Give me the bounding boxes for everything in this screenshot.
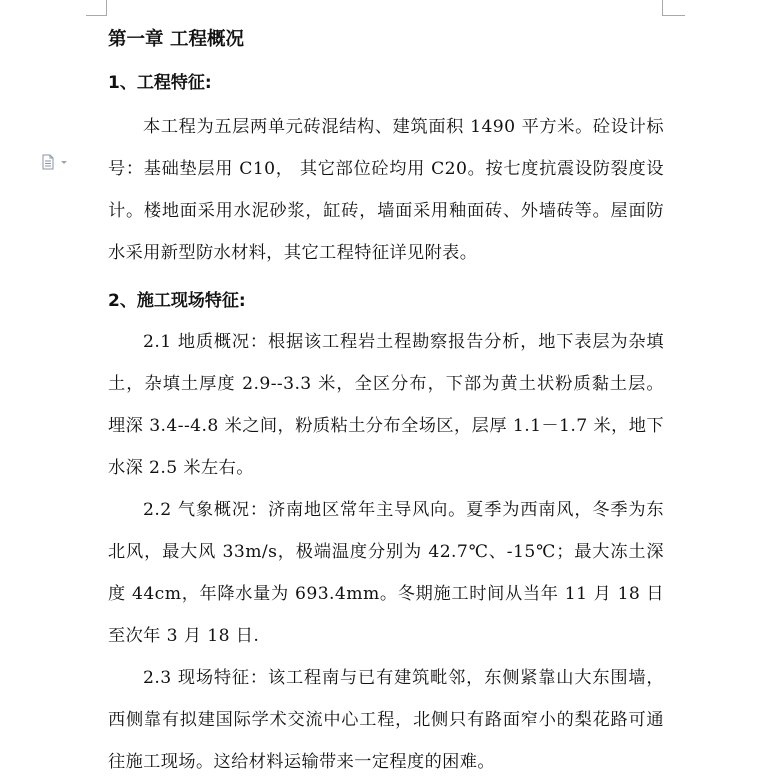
geology-paragraph: 2.1 地质概况：根据该工程岩土程勘察报告分析，地下表层为杂填土，杂填土厚度 2.9--3.3 米，全区分布，下部为黄土状粉质黏土层。埋深 3.4--4.8 米之间，粉质粘土分布全场区，层厚 1.1－1.7 米，地下水深 2.5 米左右。 (108, 332, 664, 478)
section-heading-1: 1、工程特征: (108, 73, 212, 93)
margin-corner-mark-right (662, 0, 685, 16)
paragraph-options-button[interactable] (41, 154, 69, 170)
site-paragraph: 2.3 现场特征：该工程南与已有建筑毗邻，东侧紧靠山大东围墙，西侧靠有拟建国际学术交流中心工程，北侧只有路面窄小的梨花路可通往施工现场。这给材料运输带来一定程度的困难。 (108, 668, 664, 772)
margin-corner-mark-left (86, 0, 107, 16)
document-body (108, 22, 664, 783)
chevron-down-icon (60, 160, 68, 166)
climate-paragraph: 2.2 气象概况：济南地区常年主导风向。夏季为西南风，冬季为东北风，最大风 33m/s，极端温度分别为 42.7℃、-15℃；最大冻土深度 44cm，年降水量为 693.4mm。冬期施工时间从当年 11 月 18 日至次年 3 月 18 日. (108, 500, 664, 646)
section-1-paragraph: 本工程为五层两单元砖混结构、建筑面积 1490 平方米。砼设计标号：基础垫层用 C10， 其它部位砼均用 C20。按七度抗震设防裂度设计。楼地面采用水泥砂浆，缸砖，墙面采用釉面砖、外墙砖等。屋面防水采用新型防水材料，其它工程特征详见附表。 (108, 117, 664, 263)
chapter-title: 第一章 工程概况 (108, 29, 244, 50)
section-heading-2: 2、施工现场特征: (108, 291, 246, 311)
